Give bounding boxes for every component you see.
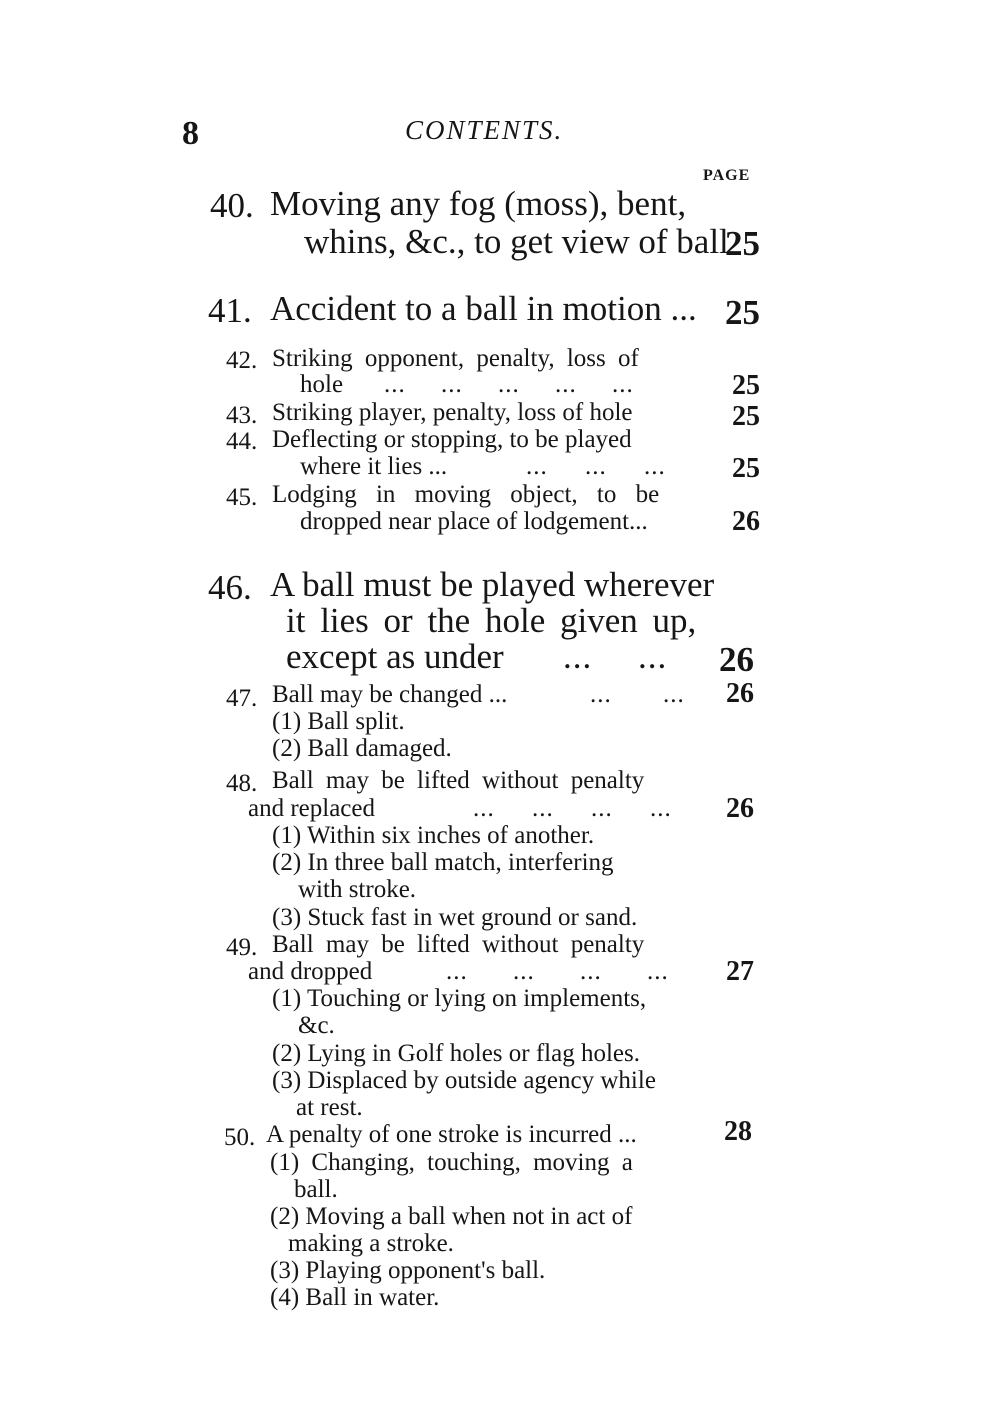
page-column-label: PAGE <box>703 167 751 184</box>
entry-number: 45. <box>226 484 258 511</box>
entry-page: 25 <box>725 224 760 263</box>
entry-number: 47. <box>226 685 258 712</box>
entry-number: 49. <box>226 934 258 961</box>
entry-subitem: (1) Ball split. <box>272 708 405 735</box>
entry-number: 50. <box>224 1124 256 1151</box>
entry-title: Ball may be lifted without penalty <box>272 931 645 958</box>
entry-leaders: ... ... <box>590 681 685 708</box>
entry-title: A penalty of one stroke is incurred ... <box>266 1121 637 1148</box>
entry-page: 25 <box>725 293 760 332</box>
entry-subitem: (2) Ball damaged. <box>272 735 452 762</box>
entry-subitem-cont: with stroke. <box>298 876 417 903</box>
entry-title-cont: and dropped <box>248 958 373 985</box>
entry-page: 26 <box>726 793 754 824</box>
entry-leaders: ... ... ... ... <box>473 795 672 822</box>
entry-subitem: (1) Within six inches of another. <box>272 822 595 849</box>
entry-title-cont: where it lies ... <box>300 453 448 480</box>
entry-page: 26 <box>732 506 760 537</box>
page-title: CONTENTS. <box>405 115 564 145</box>
entry-page: 27 <box>726 956 754 987</box>
entry-subitem: (3) Displaced by outside agency while <box>272 1067 656 1094</box>
entry-leaders: ... ... ... ... <box>446 958 669 985</box>
entry-number: 41. <box>208 291 252 330</box>
entry-subitem: (2) Lying in Golf holes or flag holes. <box>272 1040 640 1067</box>
entry-title-cont: dropped near place of lodgement... <box>300 508 648 535</box>
entry-subitem: (3) Playing opponent's ball. <box>270 1257 546 1284</box>
entry-subitem-cont: ball. <box>294 1176 338 1203</box>
entry-subitem-cont: at rest. <box>296 1094 363 1121</box>
page-number: 8 <box>182 115 199 152</box>
entry-title: Accident to a ball in motion ... <box>270 289 697 328</box>
entry-title: Ball may be lifted without penalty <box>272 767 645 794</box>
entry-subitem: (2) Moving a ball when not in act of <box>270 1203 633 1230</box>
entry-title-cont: except as under <box>286 637 504 676</box>
entry-number: 43. <box>226 402 258 429</box>
entry-subitem-cont: making a stroke. <box>288 1230 454 1257</box>
entry-title: Deflecting or stopping, to be played <box>272 426 632 453</box>
entry-number: 46. <box>208 568 252 607</box>
entry-page: 28 <box>724 1116 752 1147</box>
entry-subitem-cont: &c. <box>298 1012 335 1039</box>
entry-subitem: (3) Stuck fast in wet ground or sand. <box>272 904 638 931</box>
entry-title: Ball may be changed ... <box>272 681 508 708</box>
entry-title-cont: whins, &c., to get view of ball <box>304 222 729 261</box>
entry-title-cont: hole <box>300 371 344 398</box>
entry-number: 42. <box>226 347 258 374</box>
entry-title: Striking player, penalty, loss of hole <box>272 399 633 426</box>
entry-title-cont: it lies or the hole given up, <box>286 601 697 640</box>
entry-number: 48. <box>226 770 258 797</box>
entry-title-cont: and replaced <box>248 795 376 822</box>
entry-page: 25 <box>732 370 760 401</box>
entry-title: Lodging in moving object, to be <box>272 481 660 508</box>
entry-leaders: ... ... <box>563 637 668 676</box>
entry-number: 40. <box>210 186 254 225</box>
entry-page: 26 <box>726 678 754 709</box>
entry-title: Striking opponent, penalty, loss of <box>272 345 639 372</box>
entry-page: 26 <box>719 640 754 679</box>
entry-subitem: (1) Changing, touching, moving a <box>270 1149 633 1176</box>
entry-subitem: (4) Ball in water. <box>270 1284 440 1311</box>
entry-subitem: (2) In three ball match, interfering <box>272 849 614 876</box>
entry-leaders: ... ... ... ... ... <box>384 371 634 398</box>
entry-page: 25 <box>732 453 760 484</box>
entry-page: 25 <box>732 401 760 432</box>
entry-number: 44. <box>226 428 258 455</box>
entry-leaders: ... ... ... <box>526 453 666 480</box>
entry-title: Moving any fog (moss), bent, <box>270 184 687 223</box>
entry-title: A ball must be played wherever <box>270 565 715 604</box>
entry-subitem: (1) Touching or lying on implements, <box>272 985 647 1012</box>
